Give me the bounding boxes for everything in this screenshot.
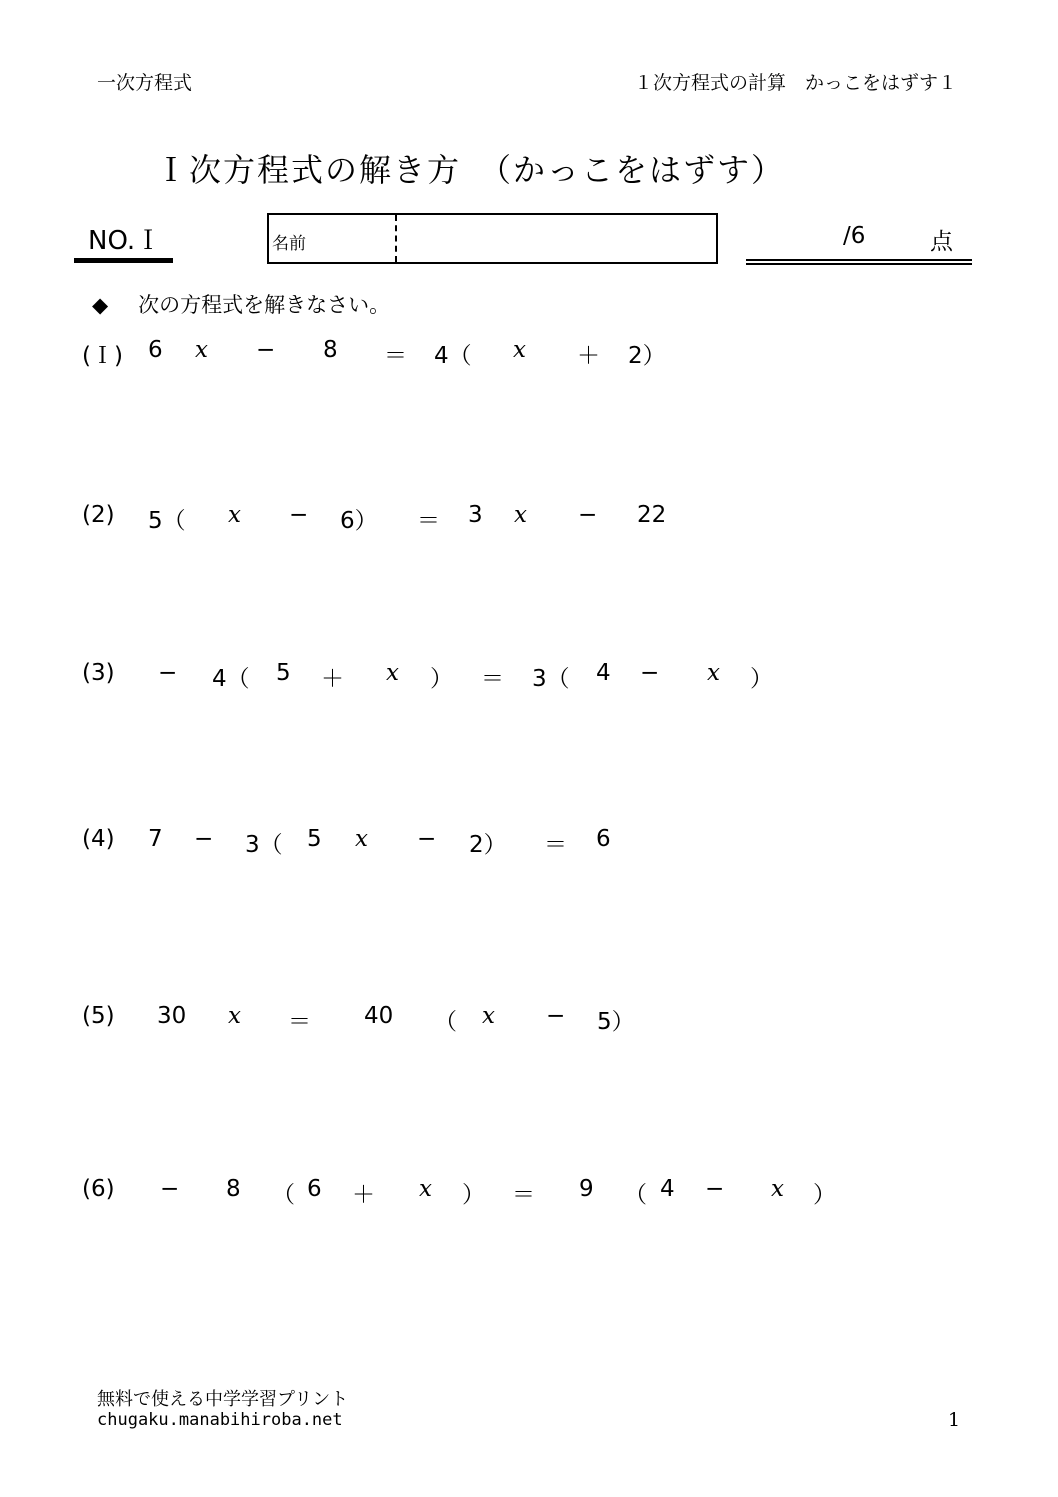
equation-term: − (546, 1003, 566, 1029)
equation-term: 30 (157, 1003, 187, 1029)
equation-term: 6） (340, 508, 378, 534)
equation-term: 2） (469, 832, 507, 858)
equation-term: 4（ (434, 343, 472, 369)
equation-variable: x (419, 1176, 432, 1202)
equation-term: − (289, 502, 309, 528)
equation-term: ） (430, 666, 453, 692)
equation-variable: x (771, 1176, 784, 1202)
header-subject: 一次方程式 (97, 72, 193, 94)
equation-term: ＝ (288, 1009, 311, 1035)
problem-row (0, 1176, 1058, 1216)
equation-term: ＝ (417, 508, 440, 534)
score-underline-bottom (746, 263, 972, 265)
equation-variable: x (355, 826, 368, 852)
equation-variable: x (228, 1003, 241, 1029)
equation-term: 5 (276, 660, 291, 686)
equation-term: 3（ (245, 832, 283, 858)
diamond-bullet-icon: ◆ (92, 293, 109, 317)
equation-variable: x (228, 502, 241, 528)
equation-term: − (194, 826, 214, 852)
equation-term: 6 (596, 826, 611, 852)
equation-term: 22 (637, 502, 667, 528)
name-label: 名前 (272, 234, 306, 254)
equation-term: − (578, 502, 598, 528)
name-field[interactable] (267, 213, 718, 264)
equation-term: 6 (307, 1176, 322, 1202)
problem-row (0, 337, 1058, 377)
page-number: 1 (948, 1409, 961, 1431)
instruction-text: 次の方程式を解きなさい。 (138, 293, 391, 317)
equation-term: ） (750, 666, 773, 692)
equation-variable: x (195, 337, 208, 363)
equation-term: 8 (323, 337, 338, 363)
equation-term: ＝ (384, 343, 407, 369)
equation-term: − (256, 337, 276, 363)
equation-term: （ (624, 1182, 647, 1208)
equation-term: 7 (148, 826, 163, 852)
problem-row (0, 502, 1058, 542)
problem-number: (5) (82, 1003, 115, 1029)
problem-number: (2) (82, 502, 115, 528)
equation-term: ＋ (352, 1182, 375, 1208)
equation-term: 8 (226, 1176, 241, 1202)
equation-term: 40 (364, 1003, 394, 1029)
problem-number: (3) (82, 660, 115, 686)
equation-variable: x (707, 660, 720, 686)
equation-variable: x (482, 1003, 495, 1029)
equation-term: 2） (628, 343, 666, 369)
equation-term: − (160, 1176, 180, 1202)
equation-term: 5） (597, 1009, 635, 1035)
equation-term: ＝ (481, 666, 504, 692)
equation-term: 3（ (532, 666, 570, 692)
problem-row (0, 660, 1058, 700)
equation-term: ） (462, 1182, 485, 1208)
equation-variable: x (513, 337, 526, 363)
equation-term: （ (272, 1182, 295, 1208)
header-topic: １次方程式の計算 かっこをはずす１ (633, 72, 957, 94)
page-title: Ｉ次方程式の解き方 （かっこをはずす） (155, 151, 786, 189)
equation-term: 3 (468, 502, 483, 528)
equation-term: 4 (596, 660, 611, 686)
equation-term: ＋ (577, 343, 600, 369)
equation-term: − (705, 1176, 725, 1202)
equation-term: ＋ (321, 666, 344, 692)
equation-variable: x (514, 502, 527, 528)
problem-number: (6) (82, 1176, 115, 1202)
name-divider (395, 215, 397, 262)
footer-site-name: 無料で使える中学学習プリント (97, 1389, 349, 1410)
equation-term: ＝ (544, 832, 567, 858)
equation-term: ＝ (512, 1182, 535, 1208)
score-underline-top (746, 259, 972, 261)
equation-variable: x (386, 660, 399, 686)
equation-term: − (640, 660, 660, 686)
score-unit: 点 (930, 229, 953, 255)
problem-row (0, 826, 1058, 866)
worksheet-number-underline (74, 258, 173, 263)
worksheet-number: NO.Ｉ (88, 226, 162, 256)
problem-row (0, 1003, 1058, 1043)
equation-term: （ (434, 1009, 457, 1035)
equation-term: 9 (579, 1176, 594, 1202)
problem-number: (Ｉ) (82, 343, 123, 369)
equation-term: − (417, 826, 437, 852)
instruction (92, 289, 390, 319)
score-total: /6 (843, 223, 866, 249)
equation-term: − (158, 660, 178, 686)
footer-site-url: chugaku.manabihiroba.net (97, 1410, 343, 1430)
problem-number: (4) (82, 826, 115, 852)
equation-term: 5（ (148, 508, 186, 534)
equation-term: 4 (660, 1176, 675, 1202)
equation-term: 5 (307, 826, 322, 852)
equation-term: ） (813, 1182, 836, 1208)
equation-term: 6 (148, 337, 163, 363)
equation-term: 4（ (212, 666, 250, 692)
